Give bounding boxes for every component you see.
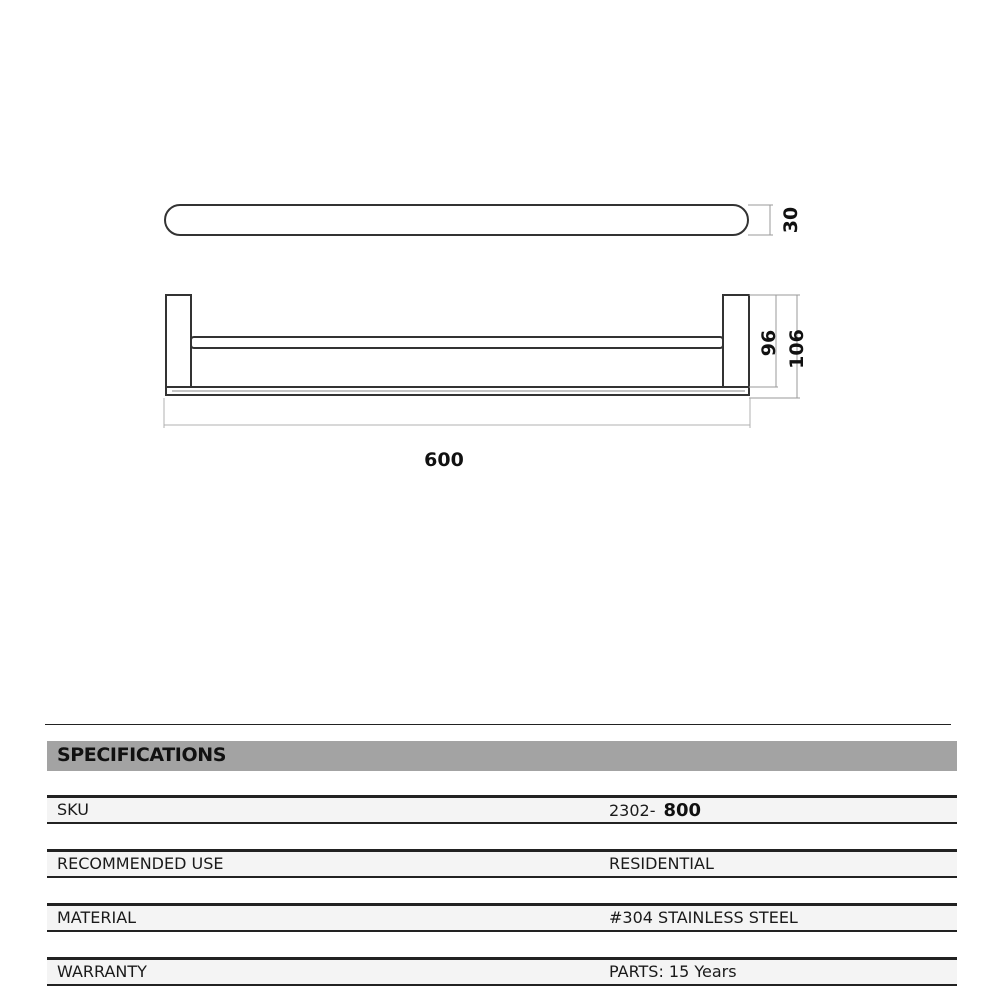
- specifications-heading: SPECIFICATIONS: [57, 744, 226, 766]
- spec-label: WARRANTY: [57, 962, 147, 981]
- spec-row-recommended-use: [47, 849, 957, 878]
- spec-label: MATERIAL: [57, 908, 137, 927]
- left-bracket: [166, 295, 191, 387]
- length-dimension-lines: [164, 398, 750, 428]
- spec-value: RESIDENTIAL: [609, 854, 714, 873]
- right-bracket: [723, 295, 749, 387]
- towel-rail: [191, 337, 723, 348]
- section-divider: [45, 724, 951, 725]
- spec-value: [609, 800, 701, 821]
- depth-dimension-label: 30: [780, 206, 802, 234]
- spec-value: PARTS: 15 Years: [609, 962, 737, 981]
- overall-height-label: 106: [786, 329, 808, 369]
- specifications-header: [47, 741, 957, 771]
- spec-label: RECOMMENDED USE: [57, 854, 224, 873]
- sku-prefix: 2302-: [609, 801, 656, 820]
- top-view-bar: [165, 205, 748, 235]
- front-view: [166, 295, 749, 395]
- spec-row-material: [47, 903, 957, 932]
- length-dimension-label: 600: [424, 449, 464, 471]
- sku-code: 800: [663, 800, 702, 821]
- spec-value: #304 STAINLESS STEEL: [609, 908, 798, 927]
- spec-row-warranty: [47, 957, 957, 986]
- depth-dimension-lines: [748, 205, 773, 235]
- spec-row-sku: [47, 795, 957, 824]
- inner-height-label: 96: [758, 329, 780, 357]
- spec-label: SKU: [57, 800, 89, 819]
